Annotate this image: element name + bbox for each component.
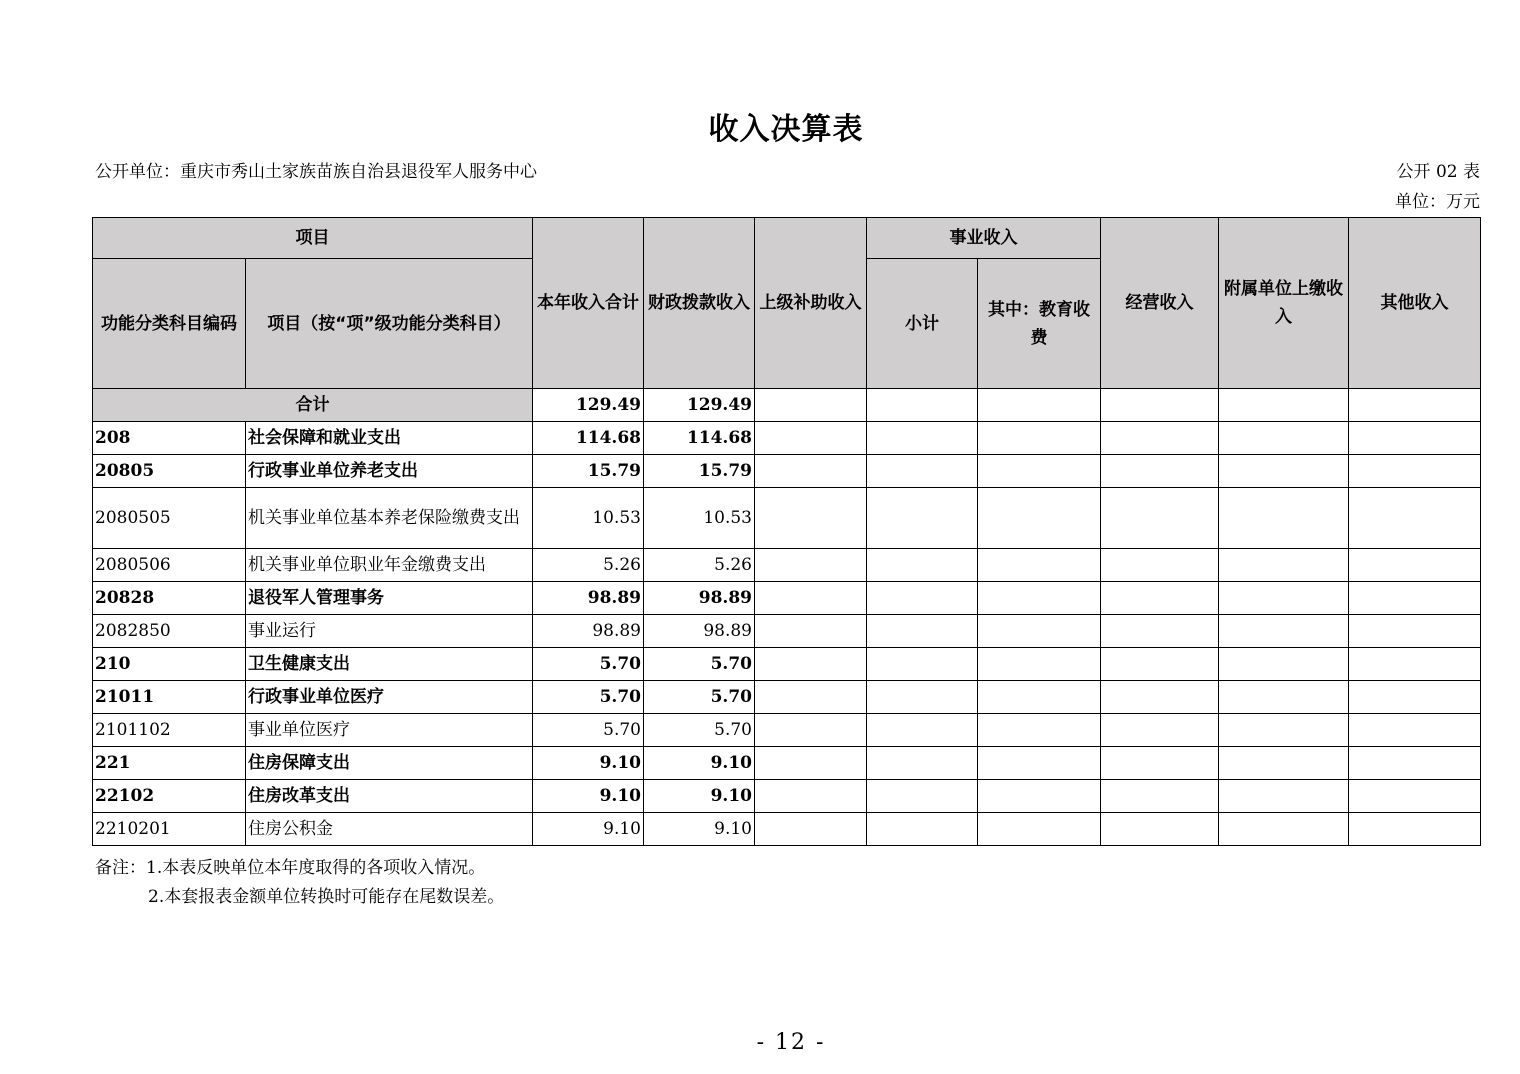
row-total: 5.70	[533, 681, 644, 714]
table-row	[93, 747, 1481, 780]
cell-empty	[755, 813, 867, 846]
cell-empty	[755, 549, 867, 582]
table-row	[93, 813, 1481, 846]
cell-empty	[1349, 714, 1481, 747]
cell-empty	[978, 549, 1101, 582]
cell-empty	[1349, 582, 1481, 615]
row-fiscal: 114.68	[644, 422, 755, 455]
cell-empty	[867, 488, 978, 549]
cell-empty	[1101, 813, 1219, 846]
cell-empty	[1349, 813, 1481, 846]
row-total: 114.68	[533, 422, 644, 455]
row-fiscal: 9.10	[644, 747, 755, 780]
cell-empty	[755, 488, 867, 549]
row-name: 退役军人管理事务	[246, 582, 533, 615]
row-total: 9.10	[533, 780, 644, 813]
row-name: 机关事业单位职业年金缴费支出	[246, 549, 533, 582]
cell-empty	[755, 615, 867, 648]
header-upper: 上级补助收入	[755, 218, 867, 389]
table-row	[93, 488, 1481, 549]
row-name: 行政事业单位医疗	[246, 681, 533, 714]
cell-empty	[978, 714, 1101, 747]
cell-empty	[867, 780, 978, 813]
row-name: 行政事业单位养老支出	[246, 455, 533, 488]
table-row	[93, 780, 1481, 813]
header-name: 项目（按“项”级功能分类科目）	[246, 259, 533, 389]
cell-empty	[1219, 615, 1349, 648]
cell-empty	[1101, 648, 1219, 681]
table-row	[93, 549, 1481, 582]
row-name: 住房改革支出	[246, 780, 533, 813]
cell-empty	[978, 747, 1101, 780]
sum-fiscal: 129.49	[644, 389, 755, 422]
row-name: 卫生健康支出	[246, 648, 533, 681]
note-line-1: 备注：1.本表反映单位本年度取得的各项收入情况。	[95, 858, 486, 878]
cell-empty	[978, 681, 1101, 714]
cell-empty	[1349, 455, 1481, 488]
cell-empty	[1219, 747, 1349, 780]
row-total: 5.26	[533, 549, 644, 582]
cell-empty	[867, 389, 978, 422]
cell-empty	[867, 422, 978, 455]
cell-empty	[755, 714, 867, 747]
cell-empty	[1219, 582, 1349, 615]
header-business-group: 事业收入	[867, 218, 1101, 259]
cell-empty	[755, 422, 867, 455]
cell-empty	[1219, 455, 1349, 488]
row-total: 5.70	[533, 648, 644, 681]
row-name: 社会保障和就业支出	[246, 422, 533, 455]
row-fiscal: 15.79	[644, 455, 755, 488]
row-name: 机关事业单位基本养老保险缴费支出	[246, 488, 533, 549]
cell-empty	[755, 648, 867, 681]
header-total: 本年收入合计	[533, 218, 644, 389]
cell-empty	[755, 455, 867, 488]
row-total: 15.79	[533, 455, 644, 488]
table-row	[93, 582, 1481, 615]
table-row	[93, 455, 1481, 488]
cell-empty	[1219, 389, 1349, 422]
table-number: 公开 02 表	[1396, 162, 1480, 182]
cell-empty	[1349, 648, 1481, 681]
row-code: 20828	[93, 582, 246, 615]
row-fiscal: 10.53	[644, 488, 755, 549]
cell-empty	[867, 582, 978, 615]
row-code: 2101102	[93, 714, 246, 747]
row-code: 2080506	[93, 549, 246, 582]
table-row	[93, 615, 1481, 648]
cell-empty	[1349, 389, 1481, 422]
cell-empty	[978, 422, 1101, 455]
cell-empty	[1101, 549, 1219, 582]
cell-empty	[1101, 422, 1219, 455]
cell-empty	[755, 582, 867, 615]
row-code: 221	[93, 747, 246, 780]
cell-empty	[1101, 389, 1219, 422]
row-fiscal: 9.10	[644, 780, 755, 813]
cell-empty	[1101, 488, 1219, 549]
cell-empty	[978, 582, 1101, 615]
row-code: 20805	[93, 455, 246, 488]
reporting-unit: 公开单位：重庆市秀山土家族苗族自治县退役军人服务中心	[95, 162, 537, 182]
page-title: 收入决算表	[708, 112, 864, 147]
row-code: 2080505	[93, 488, 246, 549]
row-code: 22102	[93, 780, 246, 813]
cell-empty	[1349, 780, 1481, 813]
cell-empty	[867, 681, 978, 714]
cell-empty	[755, 681, 867, 714]
cell-empty	[1101, 714, 1219, 747]
notes	[95, 854, 504, 912]
row-total: 5.70	[533, 714, 644, 747]
cell-empty	[1219, 714, 1349, 747]
row-fiscal: 5.70	[644, 681, 755, 714]
row-name: 住房公积金	[246, 813, 533, 846]
table-row	[93, 422, 1481, 455]
cell-empty	[1101, 780, 1219, 813]
cell-empty	[755, 389, 867, 422]
row-code: 2210201	[93, 813, 246, 846]
cell-empty	[867, 747, 978, 780]
header-operating: 经营收入	[1101, 218, 1219, 389]
cell-empty	[1219, 780, 1349, 813]
cell-empty	[1349, 422, 1481, 455]
row-total: 98.89	[533, 582, 644, 615]
cell-empty	[978, 488, 1101, 549]
cell-empty	[978, 455, 1101, 488]
cell-empty	[978, 389, 1101, 422]
header-affiliated: 附属单位上缴收入	[1219, 218, 1349, 389]
row-total: 9.10	[533, 747, 644, 780]
header-subtotal: 小计	[867, 259, 978, 389]
table-row	[93, 648, 1481, 681]
currency-unit: 单位：万元	[1395, 192, 1480, 212]
row-fiscal: 5.26	[644, 549, 755, 582]
cell-empty	[1349, 747, 1481, 780]
row-total: 10.53	[533, 488, 644, 549]
income-table	[92, 217, 1481, 846]
page-number: - 12 -	[756, 1030, 826, 1055]
cell-empty	[1349, 549, 1481, 582]
header-education: 其中：教育收费	[978, 259, 1101, 389]
sum-total: 129.49	[533, 389, 644, 422]
cell-empty	[1219, 549, 1349, 582]
row-fiscal: 98.89	[644, 615, 755, 648]
cell-empty	[978, 615, 1101, 648]
cell-empty	[867, 455, 978, 488]
row-code: 21011	[93, 681, 246, 714]
cell-empty	[978, 648, 1101, 681]
row-code: 2082850	[93, 615, 246, 648]
table-meta	[1395, 157, 1480, 217]
cell-empty	[1219, 813, 1349, 846]
row-code: 208	[93, 422, 246, 455]
cell-empty	[1349, 488, 1481, 549]
cell-empty	[1219, 488, 1349, 549]
row-name: 事业运行	[246, 615, 533, 648]
row-fiscal: 98.89	[644, 582, 755, 615]
cell-empty	[978, 780, 1101, 813]
row-fiscal: 5.70	[644, 648, 755, 681]
header-code: 功能分类科目编码	[93, 259, 246, 389]
row-code: 210	[93, 648, 246, 681]
row-total: 9.10	[533, 813, 644, 846]
header-project: 项目	[93, 218, 533, 259]
row-fiscal: 5.70	[644, 714, 755, 747]
cell-empty	[1101, 681, 1219, 714]
sum-row	[93, 389, 1481, 422]
cell-empty	[1219, 648, 1349, 681]
cell-empty	[1219, 422, 1349, 455]
row-name: 事业单位医疗	[246, 714, 533, 747]
table-row	[93, 681, 1481, 714]
header-fiscal: 财政拨款收入	[644, 218, 755, 389]
row-total: 98.89	[533, 615, 644, 648]
cell-empty	[755, 780, 867, 813]
table-row	[93, 714, 1481, 747]
cell-empty	[867, 714, 978, 747]
cell-empty	[1101, 747, 1219, 780]
cell-empty	[1101, 582, 1219, 615]
cell-empty	[1219, 681, 1349, 714]
note-line-2: 2.本套报表金额单位转换时可能存在尾数误差。	[148, 887, 505, 907]
cell-empty	[1349, 615, 1481, 648]
cell-empty	[1349, 681, 1481, 714]
row-name: 住房保障支出	[246, 747, 533, 780]
cell-empty	[867, 549, 978, 582]
cell-empty	[755, 747, 867, 780]
header-other: 其他收入	[1349, 218, 1481, 389]
cell-empty	[1101, 615, 1219, 648]
row-fiscal: 9.10	[644, 813, 755, 846]
cell-empty	[867, 615, 978, 648]
cell-empty	[867, 813, 978, 846]
cell-empty	[1101, 455, 1219, 488]
sum-label: 合计	[93, 389, 533, 422]
cell-empty	[867, 648, 978, 681]
cell-empty	[978, 813, 1101, 846]
